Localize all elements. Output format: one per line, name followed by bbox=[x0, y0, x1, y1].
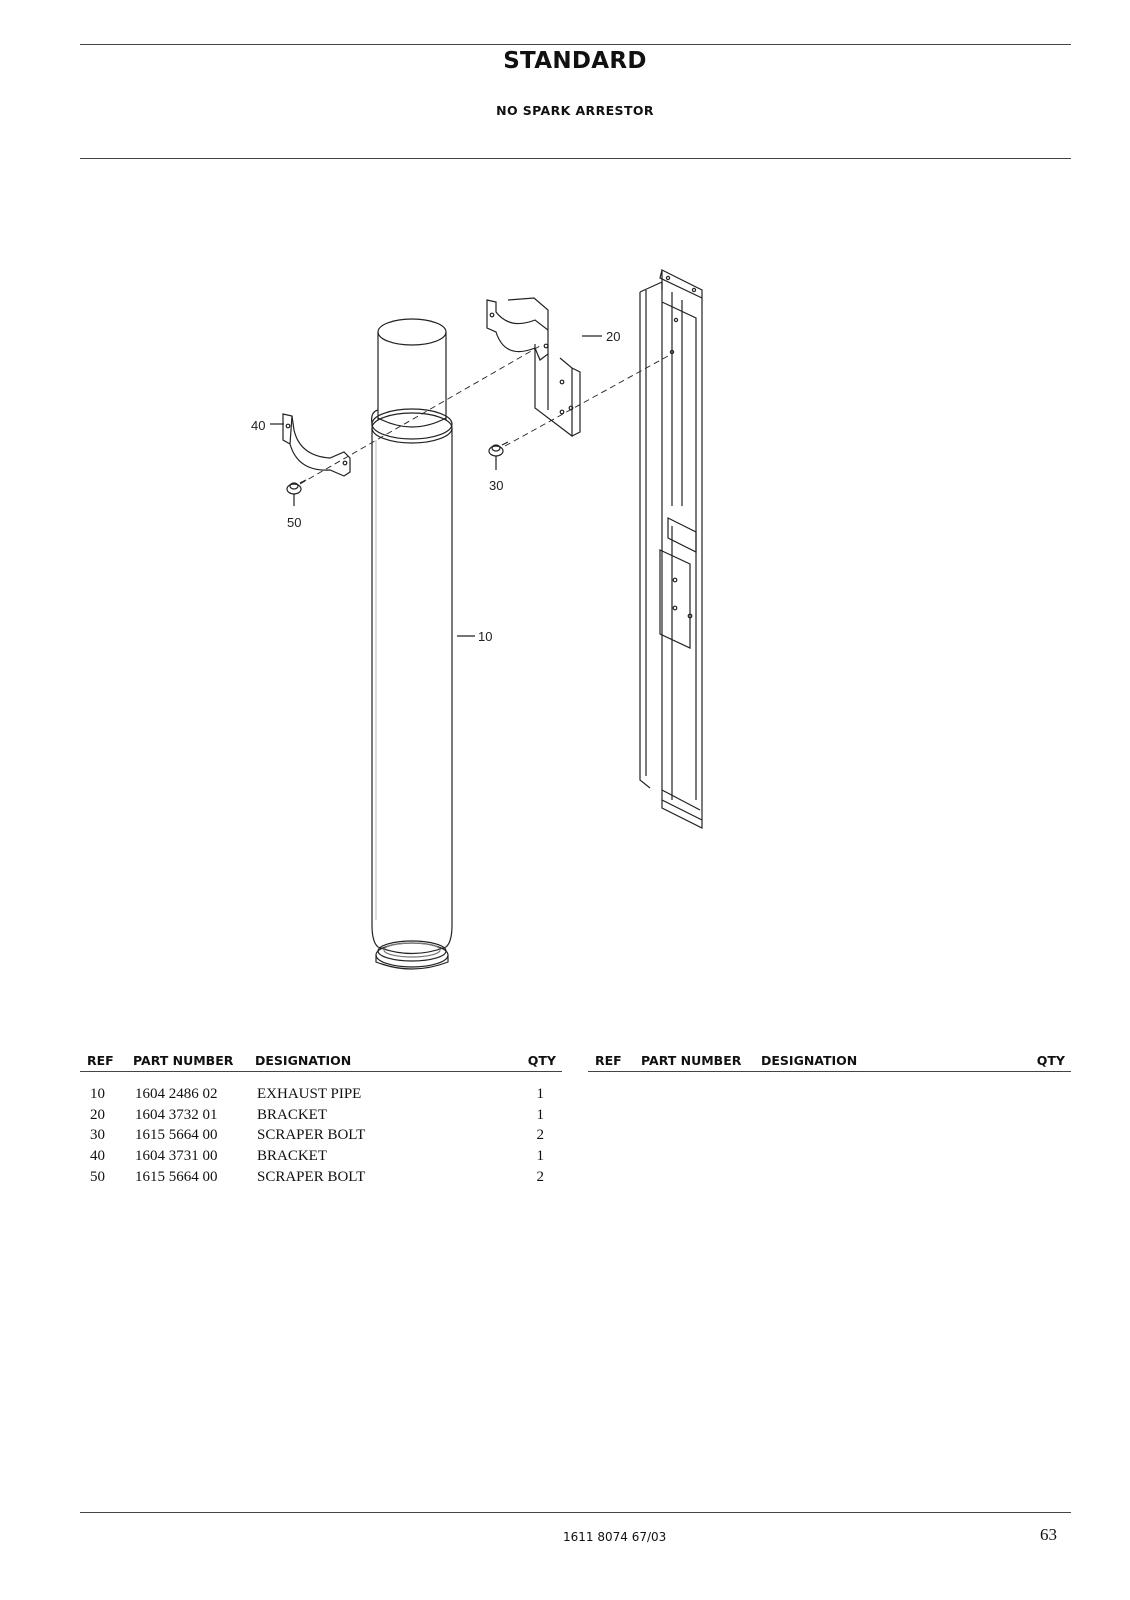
parts-table-right bbox=[588, 1052, 1071, 1072]
ref-cell: 30 bbox=[90, 1127, 105, 1144]
page-subtitle: NO SPARK ARRESTOR bbox=[496, 103, 654, 118]
col-qty-header: QTY bbox=[489, 1052, 562, 1072]
parts-table-left bbox=[80, 1052, 562, 1187]
designation-cell: EXHAUST PIPE bbox=[257, 1086, 362, 1103]
part-number-cell: 1604 3732 01 bbox=[135, 1106, 218, 1123]
col-ref-header: REF bbox=[588, 1052, 641, 1072]
parts-table-header bbox=[80, 1052, 562, 1072]
callout-30: 30 bbox=[489, 478, 504, 493]
part-number-cell: 1615 5664 00 bbox=[135, 1127, 218, 1144]
col-part-number-header: PART NUMBER bbox=[133, 1052, 255, 1072]
document-number: 1611 8074 67/03 bbox=[563, 1530, 667, 1544]
part-number-cell: 1615 5664 00 bbox=[135, 1168, 218, 1185]
qty-cell: 1 bbox=[536, 1106, 544, 1123]
part-number-cell: 1604 3731 00 bbox=[135, 1148, 218, 1165]
ref-cell: 40 bbox=[90, 1148, 105, 1165]
designation-cell: BRACKET bbox=[257, 1148, 328, 1165]
designation-cell: BRACKET bbox=[257, 1106, 328, 1123]
bolt-30-drawing bbox=[489, 442, 508, 456]
qty-cell: 1 bbox=[536, 1148, 544, 1165]
page-number: 63 bbox=[1040, 1525, 1057, 1544]
table-row bbox=[80, 1166, 562, 1187]
col-designation-header: DESIGNATION bbox=[761, 1052, 990, 1072]
part-number-cell: 1604 2486 02 bbox=[135, 1086, 218, 1103]
col-ref-header: REF bbox=[80, 1052, 133, 1072]
qty-cell: 2 bbox=[536, 1168, 544, 1185]
callout-20: 20 bbox=[606, 329, 621, 344]
ref-cell: 20 bbox=[90, 1106, 105, 1123]
table-row bbox=[80, 1072, 562, 1105]
table-row bbox=[80, 1146, 562, 1167]
frame-post-drawing bbox=[640, 270, 702, 828]
callout-40: 40 bbox=[251, 418, 266, 433]
header-top-rule bbox=[80, 44, 1071, 45]
footer-rule bbox=[80, 1512, 1071, 1513]
header-bottom-rule bbox=[80, 158, 1071, 159]
parts-table-header bbox=[588, 1052, 1071, 1072]
bracket-40-drawing bbox=[283, 414, 350, 476]
qty-cell: 2 bbox=[536, 1127, 544, 1144]
table-row bbox=[80, 1125, 562, 1146]
col-designation-header: DESIGNATION bbox=[255, 1052, 489, 1072]
exploded-parts-drawing bbox=[0, 160, 1130, 1020]
col-part-number-header: PART NUMBER bbox=[641, 1052, 761, 1072]
ref-cell: 10 bbox=[90, 1086, 105, 1103]
table-row bbox=[80, 1105, 562, 1126]
bracket-20-drawing bbox=[487, 298, 580, 436]
callout-50: 50 bbox=[287, 515, 302, 530]
exhaust-pipe-drawing bbox=[372, 319, 452, 969]
col-qty-header: QTY bbox=[990, 1052, 1071, 1072]
designation-cell: SCRAPER BOLT bbox=[257, 1127, 366, 1144]
designation-cell: SCRAPER BOLT bbox=[257, 1168, 366, 1185]
callout-10: 10 bbox=[478, 629, 493, 644]
page-title: STANDARD bbox=[503, 48, 647, 74]
ref-cell: 50 bbox=[90, 1168, 105, 1185]
qty-cell: 1 bbox=[536, 1086, 544, 1103]
